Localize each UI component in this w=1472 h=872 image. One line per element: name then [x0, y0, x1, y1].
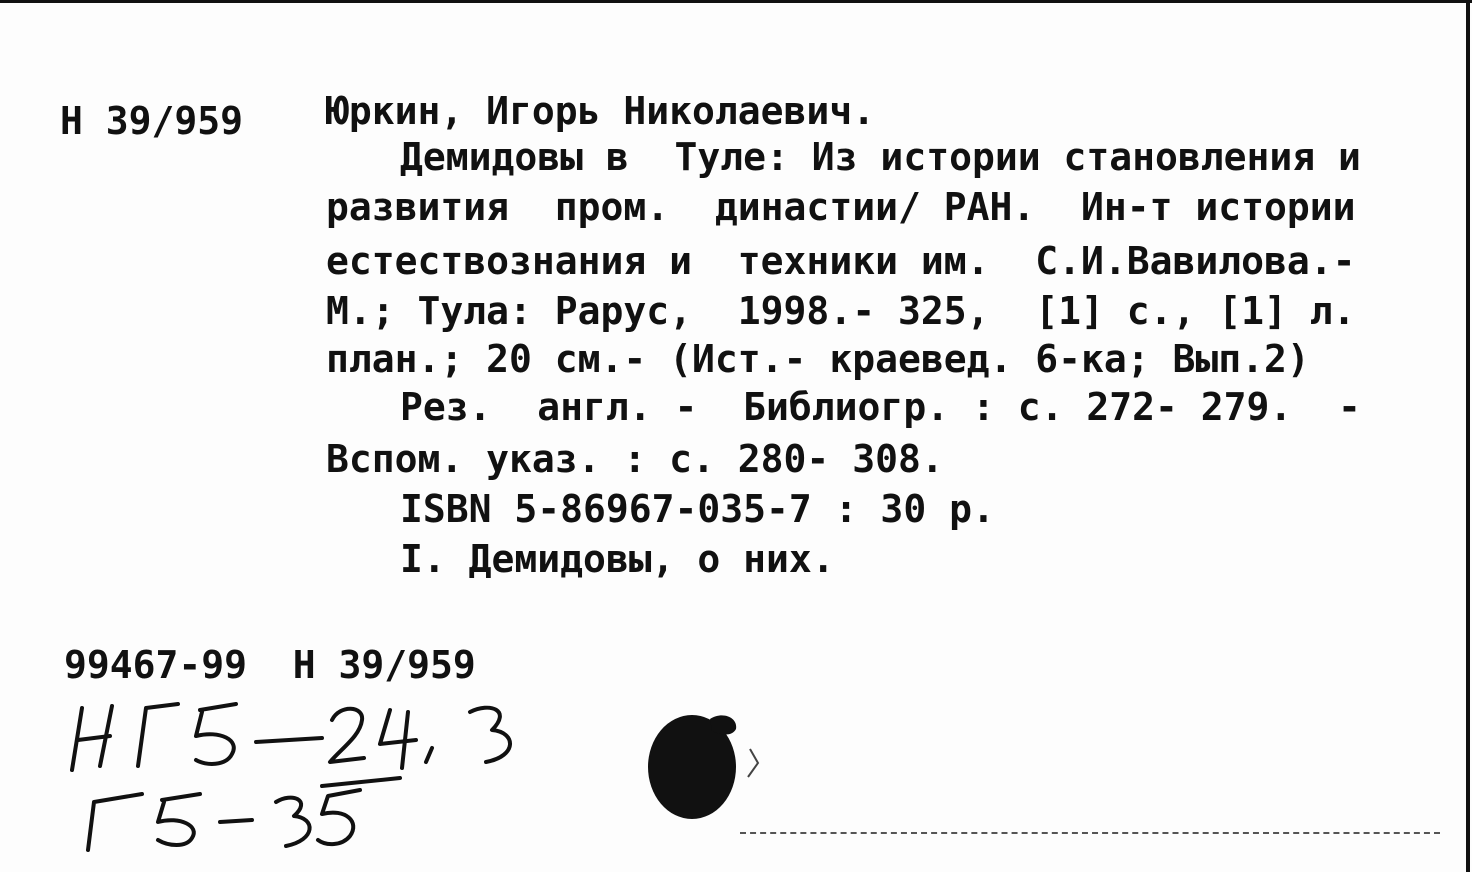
notes-line-2: Вспом. указ. : с. 280- 308.: [326, 437, 944, 481]
card-top-edge: [0, 0, 1472, 3]
card-bottom-dashed-line: [740, 832, 1440, 834]
ink-blot: [640, 705, 780, 825]
isbn-line: ISBN 5-86967-035-7 : 30 р.: [400, 487, 995, 531]
series-line: план.; 20 см.- (Ист.- краевед. 6-ка; Вып.2): [326, 337, 1310, 381]
subject-line: I. Демидовы, о них.: [400, 537, 835, 581]
shelf-mark: Н 39/959: [60, 99, 244, 143]
accession-number: 99467-99 Н 39/959: [64, 643, 476, 687]
card-right-edge: [1466, 0, 1470, 872]
handwritten-notation: [60, 690, 580, 860]
notes-line-1: Рез. англ. - Библиогр. : с. 272- 279. -: [400, 385, 1361, 429]
title-line-1: Демидовы в Туле: Из истории становления и: [400, 135, 1361, 179]
author-line: Юркин, Игорь Николаевич.: [326, 89, 876, 133]
title-line-2: развития пром. династии/ РАН. Ин-т истории: [326, 185, 1356, 229]
title-line-3: естествознания и техники им. С.И.Вавилова.-: [326, 239, 1356, 283]
imprint-line: М.; Тула: Рарус, 1998.- 325, [1] с., [1] л.: [326, 289, 1356, 333]
